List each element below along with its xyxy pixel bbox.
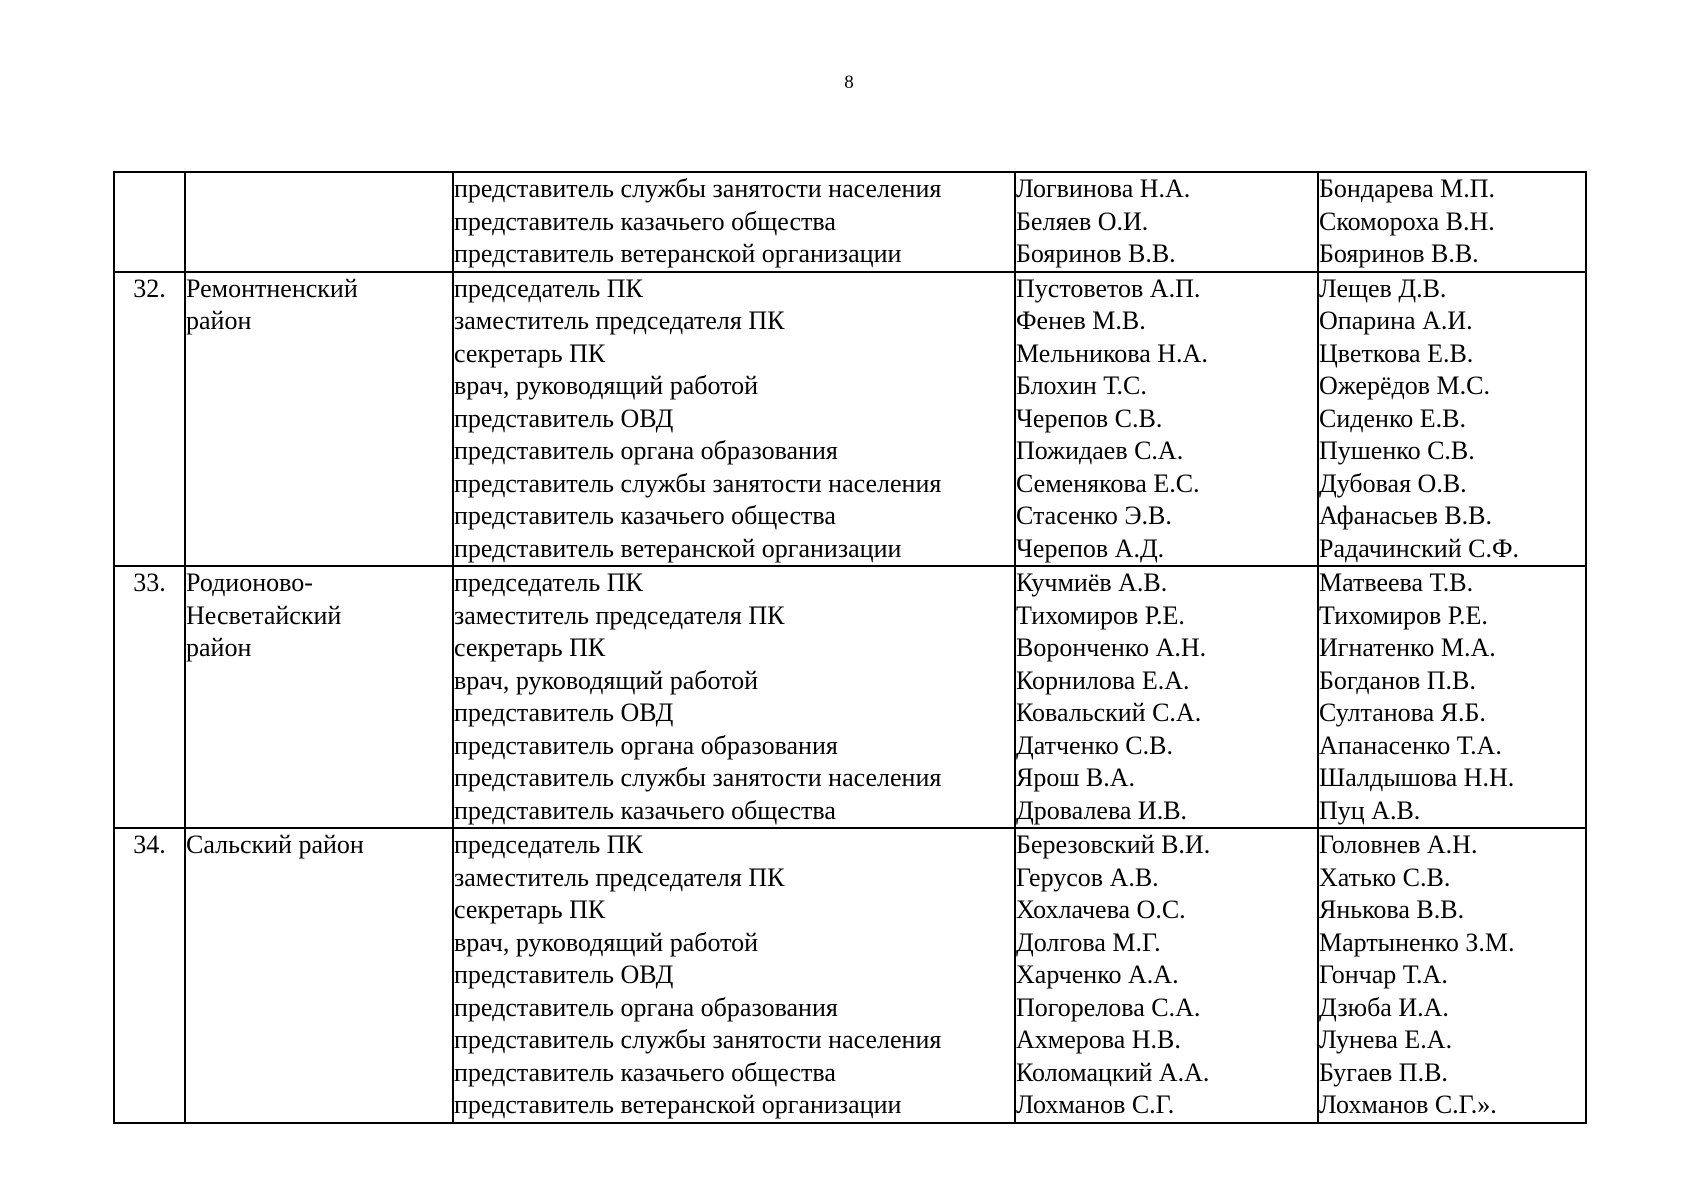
role-line: представитель органа образования (454, 730, 838, 760)
deputy-name: Ожерёдов М.С. (1319, 371, 1490, 400)
member-name: Корнилова Е.А. (1016, 665, 1190, 695)
deputy-name: Бугаев П.В. (1319, 1057, 1448, 1087)
role-line: заместитель председателя ПК (454, 306, 785, 335)
role-line: председатель ПК (454, 568, 643, 597)
member-name: Блохин Т.С. (1016, 371, 1147, 400)
role-line: секретарь ПК (454, 633, 606, 662)
role-line: представитель казачьего общества (454, 501, 836, 530)
role-line: представитель службы занятости населения (454, 468, 942, 498)
deputy-name: Богданов П.В. (1319, 665, 1476, 695)
deputy-name: Афанасьев В.В. (1319, 501, 1493, 530)
member-name: Бояринов В.В. (1016, 239, 1176, 268)
table-row (114, 566, 1586, 828)
role-cell (453, 172, 1015, 272)
role-line: заместитель председателя ПК (454, 862, 785, 892)
member-name: Ковальский С.А. (1016, 698, 1202, 727)
deputy-name: Хатько С.В. (1319, 862, 1451, 892)
member-name: Датченко С.В. (1016, 730, 1173, 760)
district-name-line: район (186, 633, 252, 662)
member-name: Дровалева И.В. (1016, 795, 1188, 825)
member-name: Лохманов С.Г. (1016, 1090, 1175, 1119)
member-name: Долгова М.Г. (1016, 927, 1161, 957)
deputy-name: Апанасенко Т.А. (1319, 730, 1502, 760)
member-name: Фенев М.В. (1016, 306, 1146, 335)
row-number-cell (114, 566, 185, 828)
district-cell (185, 566, 453, 828)
role-line: врач, руководящий работой (454, 927, 759, 957)
deputy-name: Пушенко С.В. (1319, 436, 1475, 465)
role-line: представитель ОВД (454, 403, 674, 433)
deputy-name: Султанова Я.Б. (1319, 698, 1486, 727)
deputy-name: Игнатенко М.А. (1319, 633, 1496, 662)
member-name: Семенякова Е.С. (1016, 468, 1200, 498)
member-name: Коломацкий А.А. (1016, 1057, 1210, 1087)
role-line: представитель службы занятости населения (454, 763, 942, 792)
deputy-name: Лохманов С.Г.». (1319, 1090, 1497, 1119)
deputy-name: Лунева Е.А. (1319, 1025, 1453, 1054)
commission-table (113, 171, 1587, 1124)
deputy-name: Дзюба И.А. (1319, 992, 1449, 1022)
member-cell (1015, 828, 1318, 1123)
member-name: Пожидаев С.А. (1016, 436, 1184, 465)
member-name: Кучмиёв А.В. (1016, 568, 1168, 597)
deputy-name: Матвеева Т.В. (1319, 568, 1474, 597)
row-number (115, 173, 184, 206)
deputy-name: Шалдышова Н.Н. (1319, 763, 1515, 792)
deputy-cell (1318, 172, 1586, 272)
role-line: представитель органа образования (454, 992, 838, 1022)
role-line: представитель службы занятости населения (454, 1025, 942, 1054)
district-name-line: Сальский район (186, 830, 364, 859)
page-number: 8 (844, 72, 854, 93)
member-cell (1015, 272, 1318, 567)
deputy-name: Бояринов В.В. (1319, 239, 1479, 268)
deputy-name: Радачинский С.Ф. (1319, 533, 1520, 563)
deputy-name: Янькова В.В. (1319, 895, 1465, 924)
district-name-line: район (186, 306, 252, 335)
role-cell (453, 272, 1015, 567)
deputy-name: Мартыненко З.М. (1319, 927, 1515, 957)
role-line: врач, руководящий работой (454, 665, 759, 695)
deputy-name: Тихомиров Р.Е. (1319, 600, 1488, 630)
role-line: врач, руководящий работой (454, 371, 759, 400)
member-name: Черепов С.В. (1016, 403, 1163, 433)
member-name: Ахмерова Н.В. (1016, 1025, 1181, 1054)
deputy-cell (1318, 566, 1586, 828)
member-name: Герусов А.В. (1016, 862, 1159, 892)
member-name: Пустоветов А.П. (1016, 273, 1201, 303)
deputy-name: Опарина А.И. (1319, 306, 1473, 335)
role-line: секретарь ПК (454, 338, 606, 368)
role-line: представитель ОВД (454, 698, 674, 727)
row-number-cell (114, 272, 185, 567)
member-name: Ярош В.А. (1016, 763, 1135, 792)
role-line: председатель ПК (454, 830, 643, 859)
deputy-name: Гончар Т.А. (1319, 960, 1448, 989)
role-line: представитель ветеранской организации (454, 239, 902, 268)
deputy-name: Скомороха В.Н. (1319, 206, 1495, 236)
member-cell (1015, 172, 1318, 272)
member-cell (1015, 566, 1318, 828)
role-line: представитель органа образования (454, 436, 838, 465)
district-name-line: Несветайский (186, 600, 342, 630)
member-name: Воронченко А.Н. (1016, 633, 1207, 662)
district-cell (185, 172, 453, 272)
member-name: Мельникова Н.А. (1016, 338, 1208, 368)
member-name: Стасенко Э.В. (1016, 501, 1172, 530)
role-line: заместитель председателя ПК (454, 600, 785, 630)
role-cell (453, 828, 1015, 1123)
district-name-line: Ремонтненский (186, 273, 358, 303)
deputy-name: Сиденко Е.В. (1319, 403, 1466, 433)
row-number: 32. (133, 273, 166, 303)
role-line: представитель казачьего общества (454, 795, 836, 825)
role-line: представитель ветеранской организации (454, 533, 902, 563)
role-line: представитель казачьего общества (454, 1057, 836, 1087)
deputy-cell (1318, 272, 1586, 567)
member-name: Тихомиров Р.Е. (1016, 600, 1185, 630)
deputy-cell (1318, 828, 1586, 1123)
district-name-line: Родионово- (186, 568, 313, 597)
role-line: представитель службы занятости населения (454, 174, 942, 203)
row-number: 34. (133, 830, 166, 859)
role-line: представитель ветеранской организации (454, 1090, 902, 1119)
deputy-name: Головнев А.Н. (1319, 830, 1478, 859)
table-row (114, 272, 1586, 567)
role-line: председатель ПК (454, 273, 643, 303)
role-line: секретарь ПК (454, 895, 606, 924)
district-cell (185, 272, 453, 567)
deputy-name: Цветкова Е.В. (1319, 338, 1474, 368)
deputy-name: Бондарева М.П. (1319, 174, 1496, 203)
row-number: 33. (133, 568, 166, 597)
member-name: Березовский В.И. (1016, 830, 1211, 859)
role-line: представитель казачьего общества (454, 206, 836, 236)
member-name: Харченко А.А. (1016, 960, 1179, 989)
role-line: представитель ОВД (454, 960, 674, 989)
row-number-cell (114, 828, 185, 1123)
table-row (114, 172, 1586, 272)
row-number-cell (114, 172, 185, 272)
member-name: Беляев О.И. (1016, 206, 1149, 236)
deputy-name: Лещев Д.В. (1319, 273, 1447, 303)
member-name: Погорелова С.А. (1016, 992, 1201, 1022)
member-name: Логвинова Н.А. (1016, 174, 1191, 203)
table-row (114, 828, 1586, 1123)
district-cell (185, 828, 453, 1123)
deputy-name: Пуц А.В. (1319, 795, 1421, 825)
deputy-name: Дубовая О.В. (1319, 468, 1467, 498)
member-name: Хохлачева О.С. (1016, 895, 1186, 924)
member-name: Черепов А.Д. (1016, 533, 1165, 563)
role-cell (453, 566, 1015, 828)
